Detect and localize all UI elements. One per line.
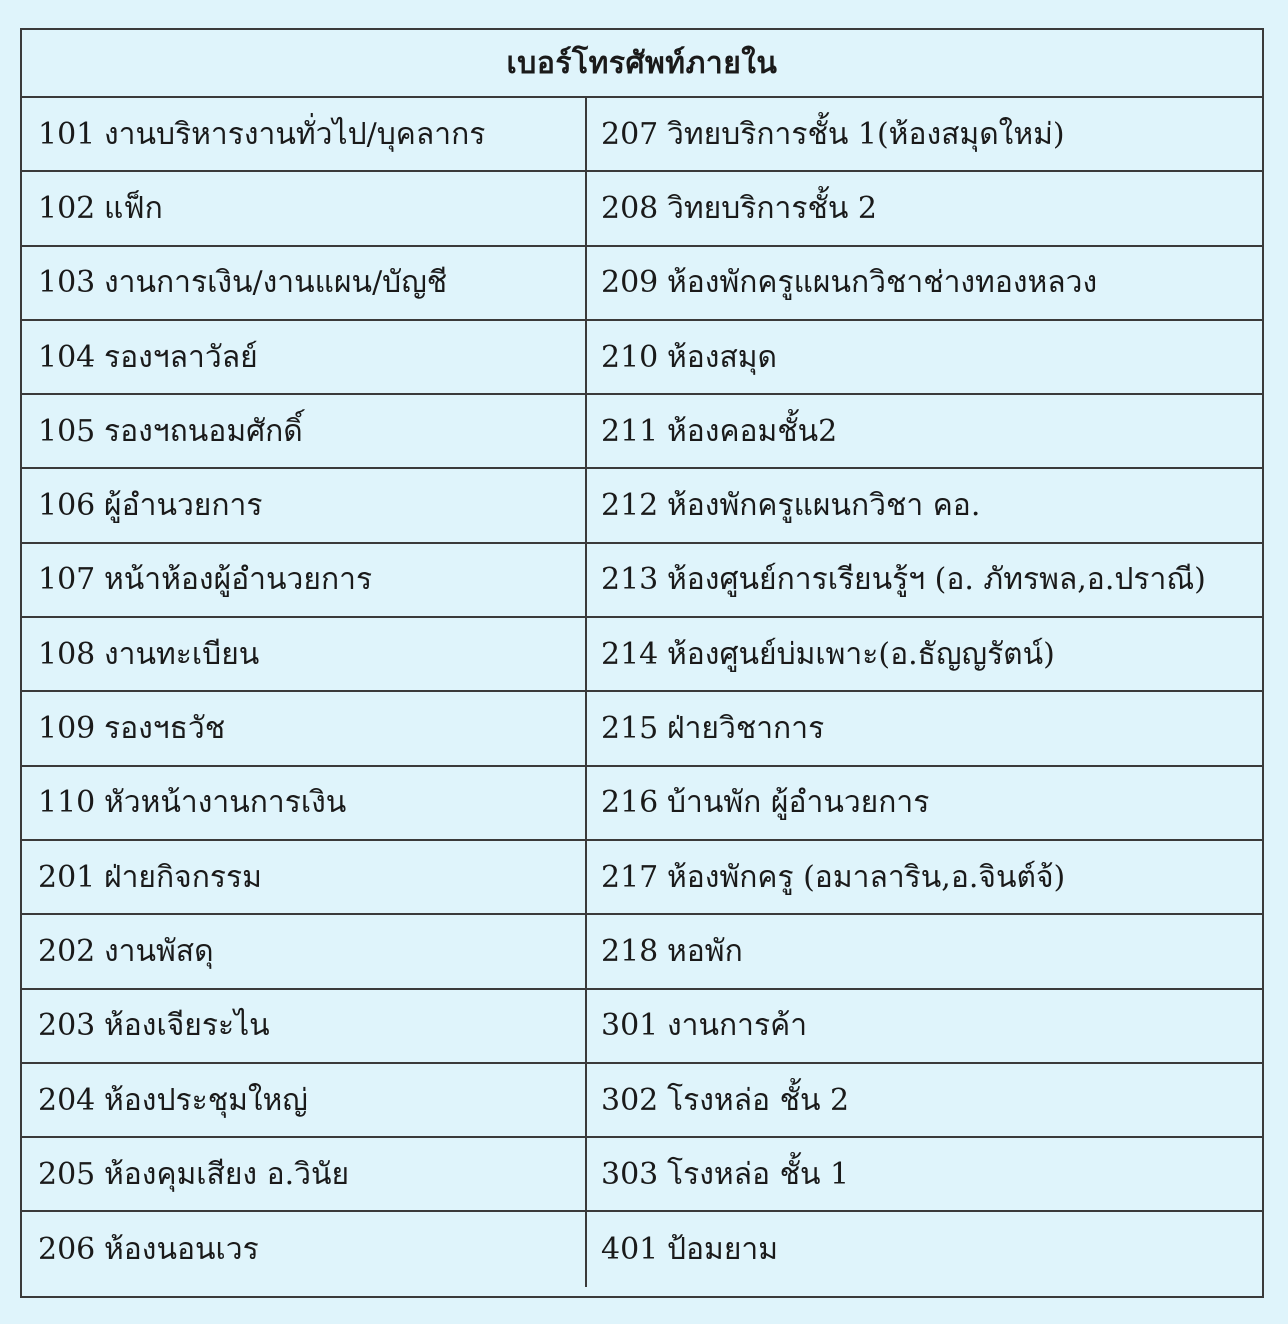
extension-number: 215 <box>601 711 659 747</box>
table-row <box>22 767 1262 841</box>
department-name: ห้องสมุด <box>667 339 778 375</box>
department-name: โรงหล่อ ชั้น 2 <box>667 1082 850 1118</box>
department-name: รองฯธวัช <box>104 711 226 747</box>
department-name: ห้องศูนย์การเรียนรู้ฯ (อ. ภัทรพล,อ.ปราณี) <box>667 562 1206 598</box>
table-row <box>22 1212 1262 1286</box>
extension-number: 205 <box>38 1156 96 1192</box>
department-name: ห้องเจียระไน <box>104 1008 270 1044</box>
table-row <box>22 469 1262 543</box>
extension-number: 217 <box>601 859 659 895</box>
department-name: ห้องประชุมใหญ่ <box>104 1082 308 1118</box>
table-row <box>22 1138 1262 1212</box>
table-row <box>22 841 1262 915</box>
department-name: วิทยบริการชั้น 1(ห้องสมุดใหม่) <box>667 116 1065 152</box>
directory-entry-left <box>22 544 587 616</box>
department-name: รองฯลาวัลย์ <box>104 339 258 375</box>
directory-entry-right <box>587 172 1262 244</box>
department-name: งานพัสดุ <box>104 933 214 969</box>
department-name: ป้อมยาม <box>667 1232 779 1268</box>
directory-entry-right <box>587 1064 1262 1136</box>
extension-number: 102 <box>38 190 96 226</box>
department-name: งานการค้า <box>667 1008 808 1044</box>
department-name: โรงหล่อ ชั้น 1 <box>667 1156 850 1192</box>
extension-number: 110 <box>38 785 96 821</box>
directory-entry-left <box>22 915 587 987</box>
directory-entry-left <box>22 1138 587 1210</box>
table-title: เบอร์โทรศัพท์ภายใน <box>506 45 778 81</box>
extension-number: 101 <box>38 116 96 152</box>
directory-entry-left <box>22 395 587 467</box>
department-name: ห้องคุมเสียง อ.วินัย <box>104 1156 350 1192</box>
directory-entry-left <box>22 767 587 839</box>
table-row <box>22 618 1262 692</box>
extension-number: 212 <box>601 488 659 524</box>
extension-number: 302 <box>601 1082 659 1118</box>
department-name: ฝ่ายกิจกรรม <box>104 859 262 895</box>
department-name: งานการเงิน/งานแผน/บัญชี <box>104 265 448 301</box>
directory-entry-right <box>587 469 1262 541</box>
directory-entry-right <box>587 544 1262 616</box>
directory-entry-right <box>587 1212 1262 1286</box>
department-name: ห้องศูนย์บ่มเพาะ(อ.ธัญญรัตน์) <box>667 636 1055 672</box>
extension-number: 106 <box>38 488 96 524</box>
directory-entry-left <box>22 247 587 319</box>
extension-number: 107 <box>38 562 96 598</box>
table-row <box>22 544 1262 618</box>
extension-number: 401 <box>601 1232 659 1268</box>
directory-entry-right <box>587 395 1262 467</box>
directory-entry-right <box>587 247 1262 319</box>
extension-number: 207 <box>601 116 659 152</box>
department-name: ผู้อำนวยการ <box>104 488 263 524</box>
directory-entry-left <box>22 692 587 764</box>
department-name: ห้องพักครูแผนกวิชาช่างทองหลวง <box>667 265 1098 301</box>
directory-entry-left <box>22 618 587 690</box>
table-body <box>22 98 1262 1287</box>
extension-number: 208 <box>601 190 659 226</box>
directory-entry-left <box>22 1064 587 1136</box>
extension-number: 108 <box>38 636 96 672</box>
department-name: งานบริหารงานทั่วไป/บุคลากร <box>104 116 486 152</box>
extension-number: 105 <box>38 413 96 449</box>
department-name: บ้านพัก ผู้อำนวยการ <box>667 785 930 821</box>
table-row <box>22 172 1262 246</box>
table-row <box>22 247 1262 321</box>
table-row <box>22 1064 1262 1138</box>
directory-entry-right <box>587 98 1262 170</box>
table-row <box>22 98 1262 172</box>
directory-entry-right <box>587 692 1262 764</box>
department-name: รองฯถนอมศักดิ์ <box>104 413 303 449</box>
directory-entry-right <box>587 990 1262 1062</box>
directory-entry-left <box>22 990 587 1062</box>
phone-directory-table <box>20 28 1264 1298</box>
department-name: แฟ็ก <box>104 190 163 226</box>
department-name: ห้องพักครูแผนกวิชา คอ. <box>667 488 981 524</box>
directory-entry-right <box>587 841 1262 913</box>
extension-number: 109 <box>38 711 96 747</box>
department-name: หอพัก <box>667 933 743 969</box>
table-row <box>22 395 1262 469</box>
department-name: ห้องคอมชั้น2 <box>667 413 838 449</box>
extension-number: 303 <box>601 1156 659 1192</box>
table-row <box>22 915 1262 989</box>
directory-entry-left <box>22 172 587 244</box>
extension-number: 210 <box>601 339 659 375</box>
extension-number: 201 <box>38 859 96 895</box>
extension-number: 203 <box>38 1008 96 1044</box>
directory-entry-left <box>22 321 587 393</box>
table-row <box>22 321 1262 395</box>
directory-entry-left <box>22 1212 587 1286</box>
directory-entry-right <box>587 915 1262 987</box>
extension-number: 206 <box>38 1232 96 1268</box>
directory-entry-right <box>587 618 1262 690</box>
table-row <box>22 990 1262 1064</box>
extension-number: 216 <box>601 785 659 821</box>
extension-number: 213 <box>601 562 659 598</box>
department-name: วิทยบริการชั้น 2 <box>667 190 877 226</box>
extension-number: 204 <box>38 1082 96 1118</box>
directory-entry-right <box>587 321 1262 393</box>
department-name: หน้าห้องผู้อำนวยการ <box>104 562 373 598</box>
table-row <box>22 692 1262 766</box>
extension-number: 209 <box>601 265 659 301</box>
department-name: ห้องพักครู (อมาลาริน,อ.จินต์จ้) <box>667 859 1066 895</box>
extension-number: 202 <box>38 933 96 969</box>
extension-number: 214 <box>601 636 659 672</box>
extension-number: 103 <box>38 265 96 301</box>
extension-number: 218 <box>601 933 659 969</box>
department-name: หัวหน้างานการเงิน <box>104 785 347 821</box>
directory-entry-right <box>587 767 1262 839</box>
department-name: ห้องนอนเวร <box>104 1232 259 1268</box>
table-header <box>22 30 1262 98</box>
department-name: ฝ่ายวิชาการ <box>667 711 825 747</box>
department-name: งานทะเบียน <box>104 636 260 672</box>
extension-number: 104 <box>38 339 96 375</box>
extension-number: 211 <box>601 413 659 449</box>
extension-number: 301 <box>601 1008 659 1044</box>
directory-entry-right <box>587 1138 1262 1210</box>
directory-entry-left <box>22 98 587 170</box>
directory-entry-left <box>22 469 587 541</box>
directory-entry-left <box>22 841 587 913</box>
